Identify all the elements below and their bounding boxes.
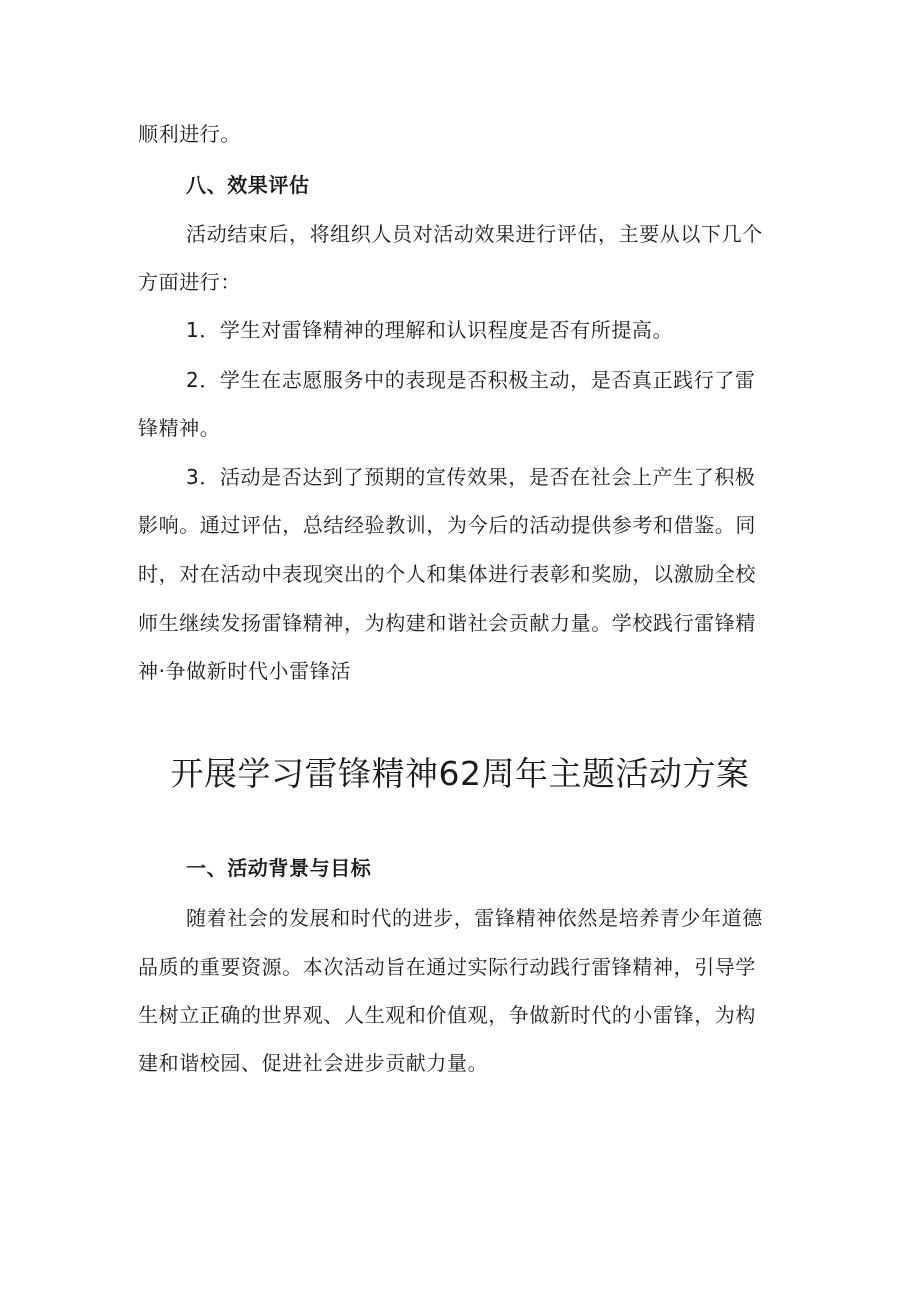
paragraph-line: 品质的重要资源。本次活动旨在通过实际行动践行雷锋精神，引导学 [138, 955, 756, 979]
section-heading-background: 一、活动背景与目标 [186, 856, 372, 880]
paragraph-line: 生树立正确的世界观、人生观和价值观，争做新时代的小雷锋，为构 [138, 1003, 756, 1027]
list-item-2-continuation: 锋精神。 [138, 416, 221, 440]
list-item-3-continuation: 神·争做新时代小雷锋活 [138, 659, 351, 683]
paragraph-continuation: 顺利进行。 [138, 122, 241, 146]
document-title: 开展学习雷锋精神62周年主题活动方案 [170, 754, 750, 793]
paragraph-line: 活动结束后，将组织人员对活动效果进行评估，主要从以下几个 [186, 222, 763, 246]
list-item-2: 2．学生在志愿服务中的表现是否积极主动，是否真正践行了雷 [186, 368, 756, 392]
list-item-3-continuation: 影响。通过评估，总结经验教训，为今后的活动提供参考和借鉴。同 [138, 513, 756, 537]
list-item-3: 3．活动是否达到了预期的宣传效果，是否在社会上产生了积极 [186, 465, 756, 489]
section-heading-evaluation: 八、效果评估 [186, 173, 310, 197]
list-item-3-continuation: 时，对在活动中表现突出的个人和集体进行表彰和奖励，以激励全校 [138, 562, 756, 586]
paragraph-line: 随着社会的发展和时代的进步，雷锋精神依然是培养青少年道德 [186, 906, 763, 930]
list-item-3-continuation: 师生继续发扬雷锋精神，为构建和谐社会贡献力量。学校践行雷锋精 [138, 611, 756, 635]
paragraph-line: 方面进行： [138, 270, 241, 294]
list-item-1: 1．学生对雷锋精神的理解和认识程度是否有所提高。 [186, 318, 674, 342]
paragraph-line: 建和谐校园、促进社会进步贡献力量。 [138, 1051, 489, 1075]
